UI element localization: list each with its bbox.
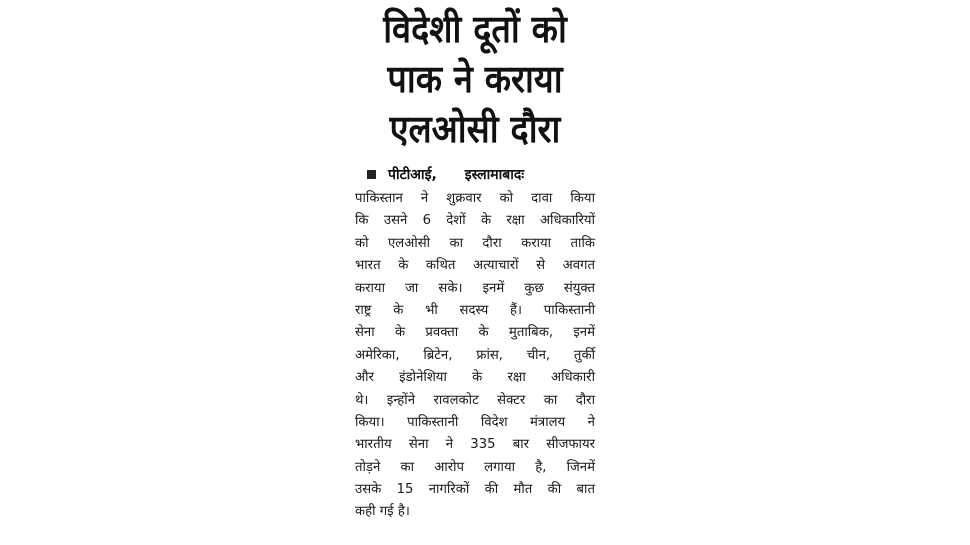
body-line: पाकिस्तान ने शुक्रवार को दावा किया [355, 191, 595, 206]
body-line: को एलओसी का दौरा कराया ताकि [355, 235, 595, 251]
body-line: अमेरिका, ब्रिटेन, फ्रांस, चीन, तुर्की [355, 347, 595, 363]
byline-agency: पीटीआई, [388, 166, 437, 183]
headline [355, 4, 595, 154]
body-line: राष्ट्र के भी सदस्य हैं। पाकिस्तानी [355, 302, 595, 318]
body-line: उसके 15 नागरिकों की मौत की बात [355, 482, 595, 498]
body-line: कराया जा सके। इनमें कुछ संयुक्त [355, 280, 595, 296]
body-line: कही गई है। [355, 504, 410, 520]
byline-dateline: इस्लामाबादः [464, 166, 525, 183]
byline [355, 162, 595, 186]
body-line: थे। इन्होंने रावलकोट सेक्टर का दौरा [355, 392, 595, 408]
body-line: तोड़ने का आरोप लगाया है, जिनमें [355, 459, 595, 475]
body-line: और इंडोनेशिया के रक्षा अधिकारी [355, 370, 595, 386]
news-clipping [355, 4, 595, 544]
body-line: किया। पाकिस्तानी विदेश मंत्रालय ने [355, 414, 595, 430]
headline-line-3: एलओसी दौरा [389, 107, 561, 151]
headline-line-1: विदेशी दूतों को [383, 7, 567, 51]
headline-line-2: पाक ने कराया [387, 57, 563, 101]
body-line: कि उसने 6 देशों के रक्षा अधिकारियों [355, 213, 595, 229]
body-line: सेना के प्रवक्ता के मुताबिक, इनमें [355, 325, 595, 341]
square-bullet-icon [367, 170, 376, 179]
body-line: भारत के कथित अत्याचारों से अवगत [355, 258, 595, 274]
body-line: भारतीय सेना ने 335 बार सीजफायर [355, 437, 595, 453]
article-body [355, 188, 595, 524]
